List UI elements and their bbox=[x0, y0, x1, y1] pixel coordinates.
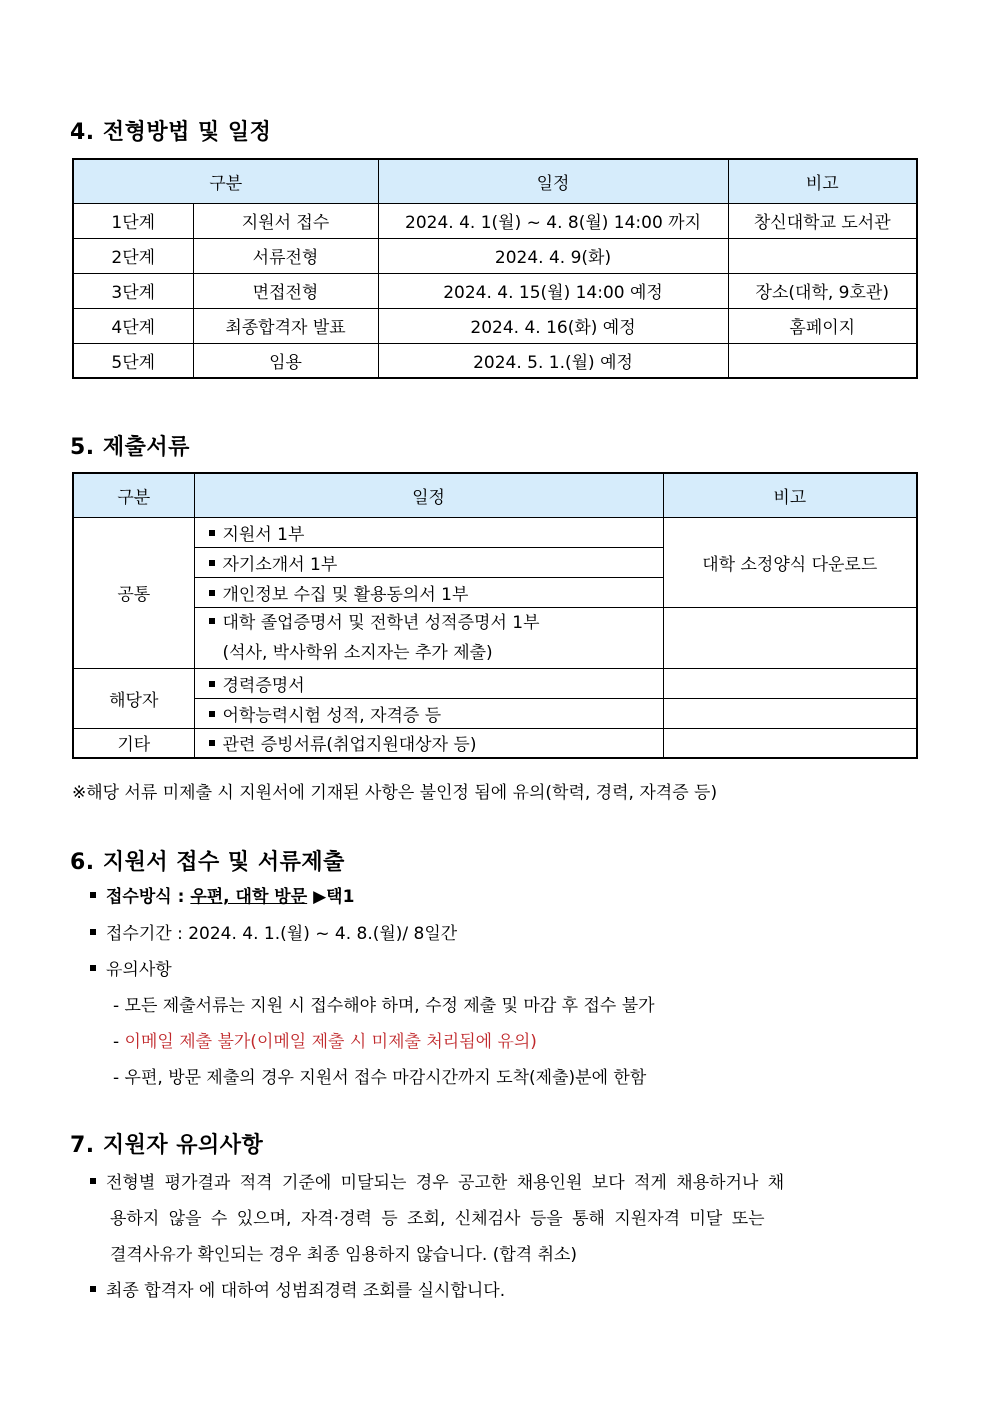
bullet-square-icon bbox=[209, 740, 215, 746]
document-row bbox=[73, 607, 917, 668]
note-cell bbox=[728, 238, 917, 273]
document-item: 경력증명서 bbox=[194, 668, 663, 698]
cautions-label: 유의사항 bbox=[90, 955, 172, 980]
bullet-square-icon bbox=[209, 530, 215, 536]
section-5-title: 5. 제출서류 bbox=[70, 435, 190, 460]
stage-cell: 4단계 bbox=[73, 308, 193, 343]
schedule-header-row bbox=[73, 159, 917, 203]
document-item: 어학능력시험 성적, 자격증 등 bbox=[194, 698, 663, 728]
method-choice: ▶택1 bbox=[313, 887, 355, 907]
documents-footnote: ※해당 서류 미제출 시 지원서에 기재된 사항은 불인정 됨에 유의(학력, 경력, 자격증 등) bbox=[72, 783, 718, 803]
header-category: 구분 bbox=[73, 159, 378, 203]
stage-cell: 2단계 bbox=[73, 238, 193, 273]
header-note: 비고 bbox=[663, 473, 917, 517]
header-category: 구분 bbox=[73, 473, 194, 517]
stage-name-cell: 서류전형 bbox=[193, 238, 378, 273]
document-row bbox=[73, 698, 917, 728]
schedule-row bbox=[73, 308, 917, 343]
date-cell: 2024. 5. 1.(월) 예정 bbox=[378, 343, 728, 378]
date-cell: 2024. 4. 1(월) ~ 4. 8(월) 14:00 까지 bbox=[378, 203, 728, 238]
category-other: 기타 bbox=[73, 728, 194, 758]
empty-note-cell bbox=[663, 728, 917, 758]
stage-name-cell: 지원서 접수 bbox=[193, 203, 378, 238]
schedule-row bbox=[73, 343, 917, 378]
stage-name-cell: 임용 bbox=[193, 343, 378, 378]
header-schedule: 일정 bbox=[378, 159, 728, 203]
bullet-square-icon bbox=[209, 618, 215, 624]
note-cell bbox=[728, 343, 917, 378]
date-cell: 2024. 4. 9(화) bbox=[378, 238, 728, 273]
document-row bbox=[73, 728, 917, 758]
document-row bbox=[73, 517, 917, 547]
note-cell: 홈페이지 bbox=[728, 308, 917, 343]
stage-cell: 5단계 bbox=[73, 343, 193, 378]
bullet-square-icon bbox=[90, 892, 96, 898]
caution-item: - 우편, 방문 제출의 경우 지원서 접수 마감시간까지 도착(제출)분에 한함 bbox=[113, 1068, 647, 1088]
section-4-title: 4. 전형방법 및 일정 bbox=[70, 120, 272, 145]
schedule-row bbox=[73, 203, 917, 238]
section-6-title: 6. 지원서 접수 및 서류제출 bbox=[70, 850, 345, 875]
caution-item: - 모든 제출서류는 지원 시 접수해야 하며, 수정 제출 및 마감 후 접수 불가 bbox=[113, 996, 655, 1016]
document-row bbox=[73, 668, 917, 698]
bullet-square-icon bbox=[90, 1286, 96, 1292]
documents-table bbox=[72, 472, 918, 759]
bullet-square-icon bbox=[209, 711, 215, 717]
bullet-square-icon bbox=[209, 590, 215, 596]
document-item: 지원서 1부 bbox=[194, 517, 663, 547]
documents-header-row bbox=[73, 473, 917, 517]
caution-item-email: - 이메일 제출 불가(이메일 제출 시 미제출 처리됨에 유의) bbox=[113, 1032, 537, 1052]
applicant-notice-1-cont: 용하지 않을 수 있으며, 자격·경력 등 조회, 신체검사 등을 통해 지원자격 미달 또는 bbox=[110, 1209, 765, 1229]
date-cell: 2024. 4. 16(화) 예정 bbox=[378, 308, 728, 343]
header-note: 비고 bbox=[728, 159, 917, 203]
stage-cell: 3단계 bbox=[73, 273, 193, 308]
document-item: 자기소개서 1부 bbox=[194, 547, 663, 577]
schedule-row bbox=[73, 238, 917, 273]
category-applicable: 해당자 bbox=[73, 668, 194, 728]
bullet-square-icon bbox=[90, 965, 96, 971]
stage-name-cell: 면접전형 bbox=[193, 273, 378, 308]
schedule-table bbox=[72, 158, 918, 379]
note-cell: 장소(대학, 9호관) bbox=[728, 273, 917, 308]
empty-note-cell bbox=[663, 698, 917, 728]
applicant-notice-2: 최종 합격자 에 대하여 성범죄경력 조회를 실시합니다. bbox=[90, 1276, 505, 1301]
submission-period: 접수기간 : 2024. 4. 1.(월) ~ 4. 8.(월)/ 8일간 bbox=[90, 919, 457, 944]
bullet-square-icon bbox=[209, 681, 215, 687]
method-value: 우편, 대학 방문 bbox=[190, 887, 308, 907]
document-item: 개인정보 수집 및 활용동의서 1부 bbox=[194, 577, 663, 607]
header-schedule: 일정 bbox=[194, 473, 663, 517]
category-common: 공통 bbox=[73, 517, 194, 668]
applicant-notice-1: 전형별 평가결과 적격 기준에 미달되는 경우 공고한 채용인원 보다 적게 채용하거나 채 bbox=[90, 1168, 784, 1193]
document-item: 관련 증빙서류(취업지원대상자 등) bbox=[194, 728, 663, 758]
empty-note-cell bbox=[663, 607, 917, 668]
download-note: 대학 소정양식 다운로드 bbox=[663, 517, 917, 607]
applicant-notice-1-cont: 결격사유가 확인되는 경우 최종 임용하지 않습니다. (합격 취소) bbox=[110, 1245, 578, 1265]
date-cell: 2024. 4. 15(월) 14:00 예정 bbox=[378, 273, 728, 308]
note-cell: 창신대학교 도서관 bbox=[728, 203, 917, 238]
bullet-square-icon bbox=[209, 560, 215, 566]
section-7-title: 7. 지원자 유의사항 bbox=[70, 1133, 264, 1158]
stage-name-cell: 최종합격자 발표 bbox=[193, 308, 378, 343]
stage-cell: 1단계 bbox=[73, 203, 193, 238]
document-item: 대학 졸업증명서 및 전학년 성적증명서 1부 (석사, 박사학위 소지자는 추가 제출) bbox=[194, 607, 663, 668]
schedule-row bbox=[73, 273, 917, 308]
submission-method: 접수방식 : 우편, 대학 방문 ▶택1 bbox=[90, 882, 354, 907]
empty-note-cell bbox=[663, 668, 917, 698]
bullet-square-icon bbox=[90, 1178, 96, 1184]
bullet-square-icon bbox=[90, 929, 96, 935]
